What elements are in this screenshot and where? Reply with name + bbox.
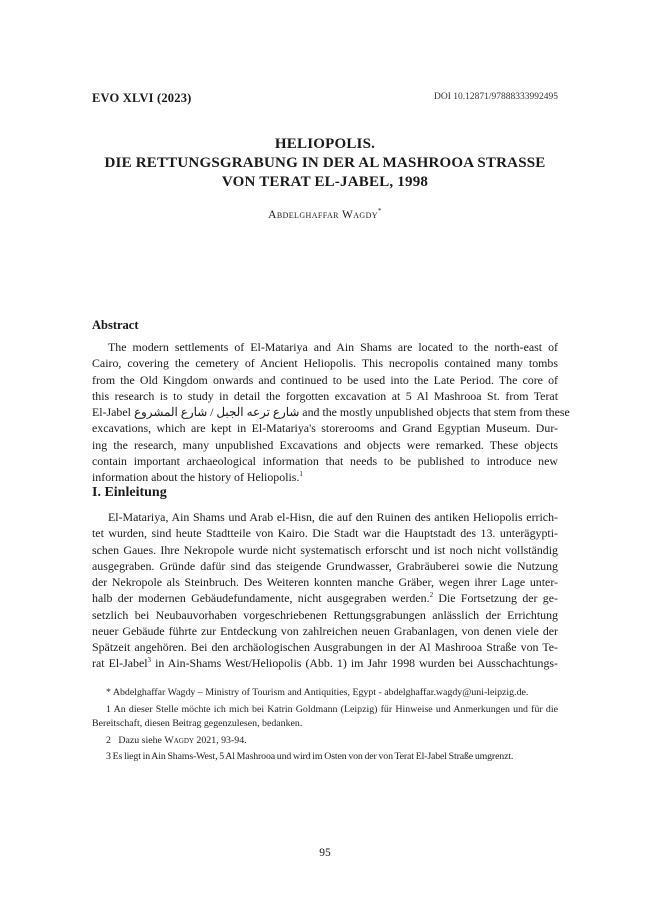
footnote-ref: 3 bbox=[147, 656, 152, 665]
author-name: Abdelghaffar Wagdy bbox=[268, 209, 378, 221]
body-line bbox=[92, 655, 558, 671]
body-line: Spätzeit angehören. Bei den archäologischen Ausgrabungen in der Al Mashrooa Straße von Te- bbox=[92, 640, 558, 654]
footnote-ref: 1 bbox=[299, 470, 303, 478]
doi-header: DOI 10.12871/97888333992495 bbox=[433, 92, 558, 102]
title-line-2: DIE RETTUNGSGRABUNG IN DER AL MASHROOA STRASSE bbox=[104, 155, 546, 171]
body-line bbox=[92, 590, 558, 606]
title-line-3: VON TERAT EL-JABEL, 1998 bbox=[221, 174, 429, 190]
abstract-line: ing the research, many unpublished Excavations and objects were remarked. These objects bbox=[92, 437, 558, 452]
abstract-line bbox=[92, 404, 570, 420]
title-line-1: HELIOPOLIS. bbox=[274, 136, 376, 152]
abstract-line: excavations, which are kept in El-Matariya's storerooms and Grand Egyptian Museum. Dur- bbox=[92, 421, 558, 436]
body-line: der Nekropole als Steinbruch. Des Weiteren konnten manche Gräber, wegen ihrer Lage unter- bbox=[92, 575, 558, 589]
footnote-text: 2021, 93-94. bbox=[193, 734, 247, 746]
journal-header: EVO XLVI (2023) bbox=[92, 91, 192, 105]
footnote-3: 3 Es liegt in Ain Shams-West, 5 Al Mashrooa und wird im Osten von der von Terat El-Jabel Straße umgrenzt. bbox=[106, 751, 514, 762]
footnotes bbox=[92, 686, 558, 767]
abstract-paragraph bbox=[92, 339, 570, 485]
author-byline bbox=[92, 207, 558, 221]
body-line: schen Gaues. Ihre Nekropole wurde nicht systematisch erforscht und ist noch nicht vollständig bbox=[92, 542, 558, 557]
body-text: rat El-Jabel bbox=[92, 656, 148, 671]
abstract-heading: Abstract bbox=[92, 318, 139, 332]
author-footnote-mark: * bbox=[377, 207, 382, 215]
abstract-line: contain important archaeological information that needs to be published to introduce new bbox=[92, 453, 558, 468]
body-text: Die Fortsetzung der ge- bbox=[433, 591, 558, 606]
arabic-street-name: شارع ترعه الجبل / شارع المشروع bbox=[133, 405, 300, 419]
body-text: in Ain-Shams West/Heliopolis (Abb. 1) im Jahr 1998 wurden bei Ausschachtungs- bbox=[151, 656, 558, 671]
abstract-text: El-Jabel bbox=[92, 405, 131, 419]
citation-author: Wagdy bbox=[164, 734, 194, 746]
footnote-ref: 2 bbox=[429, 591, 434, 600]
abstract-text: and the mostly unpublished objects that stem from these bbox=[302, 405, 570, 419]
abstract-line bbox=[92, 469, 558, 485]
body-line: setzlich bei Neubauvorhaben vorgeschriebenen Rettungsgrabungen anlässlich der Errichtung bbox=[92, 607, 558, 622]
footnote-text: 2 Dazu siehe bbox=[106, 734, 165, 746]
footnote-author: * Abdelghaffar Wagdy – Ministry of Tourism and Antiquities, Egypt - abdelghaffar.wagdy@uni-leipzig.de. bbox=[106, 687, 529, 698]
abstract-line: this research is to study in detail the forgotten excavation at 5 Al Mashrooa St. from Terat bbox=[92, 388, 558, 403]
footnote-2 bbox=[92, 734, 558, 749]
article-title bbox=[92, 135, 558, 192]
body-line: ausgegraben. Gründe dafür sind das steigende Grundwasser, Grabräuberei sowie die Nutzung bbox=[92, 558, 558, 573]
body-text: halb der modernen Gebäudefundamente, nicht ausgegraben werden. bbox=[92, 591, 430, 606]
abstract-line: Cairo, covering the cemetery of Ancient Heliopolis. This necropolis contained many tombs bbox=[92, 356, 558, 371]
page-number: 95 bbox=[319, 847, 331, 859]
footnote-1: 1 An dieser Stelle möchte ich mich bei Katrin Goldmann (Leipzig) für Hinweise und Anmerkungen und für die Bereitschaft, diesen Beitrag gegenzulesen, bedanken. bbox=[92, 703, 558, 729]
body-line: neuer Gebäude führte zur Entdeckung von zahlreichen neuen Grabanlagen, von denen viele der bbox=[92, 623, 558, 638]
section-heading: I. Einleitung bbox=[92, 485, 167, 500]
abstract-line: The modern settlements of El-Matariya and Ain Shams are located to the north-east of bbox=[108, 340, 558, 354]
abstract-text: information about the history of Heliopolis. bbox=[92, 470, 300, 484]
body-line: tet wurden, sind heute Stadtteile von Kairo. Die Stadt war die Hauptstadt des 13. unterägypti- bbox=[92, 526, 558, 541]
intro-paragraph bbox=[92, 509, 558, 672]
abstract-line: from the Old Kingdom onwards and continued to be used into the Late Period. The core of bbox=[92, 372, 558, 387]
body-line: El-Matariya, Ain Shams und Arab el-Hisn, die auf den Ruinen des antiken Heliopolis errich- bbox=[108, 510, 558, 524]
